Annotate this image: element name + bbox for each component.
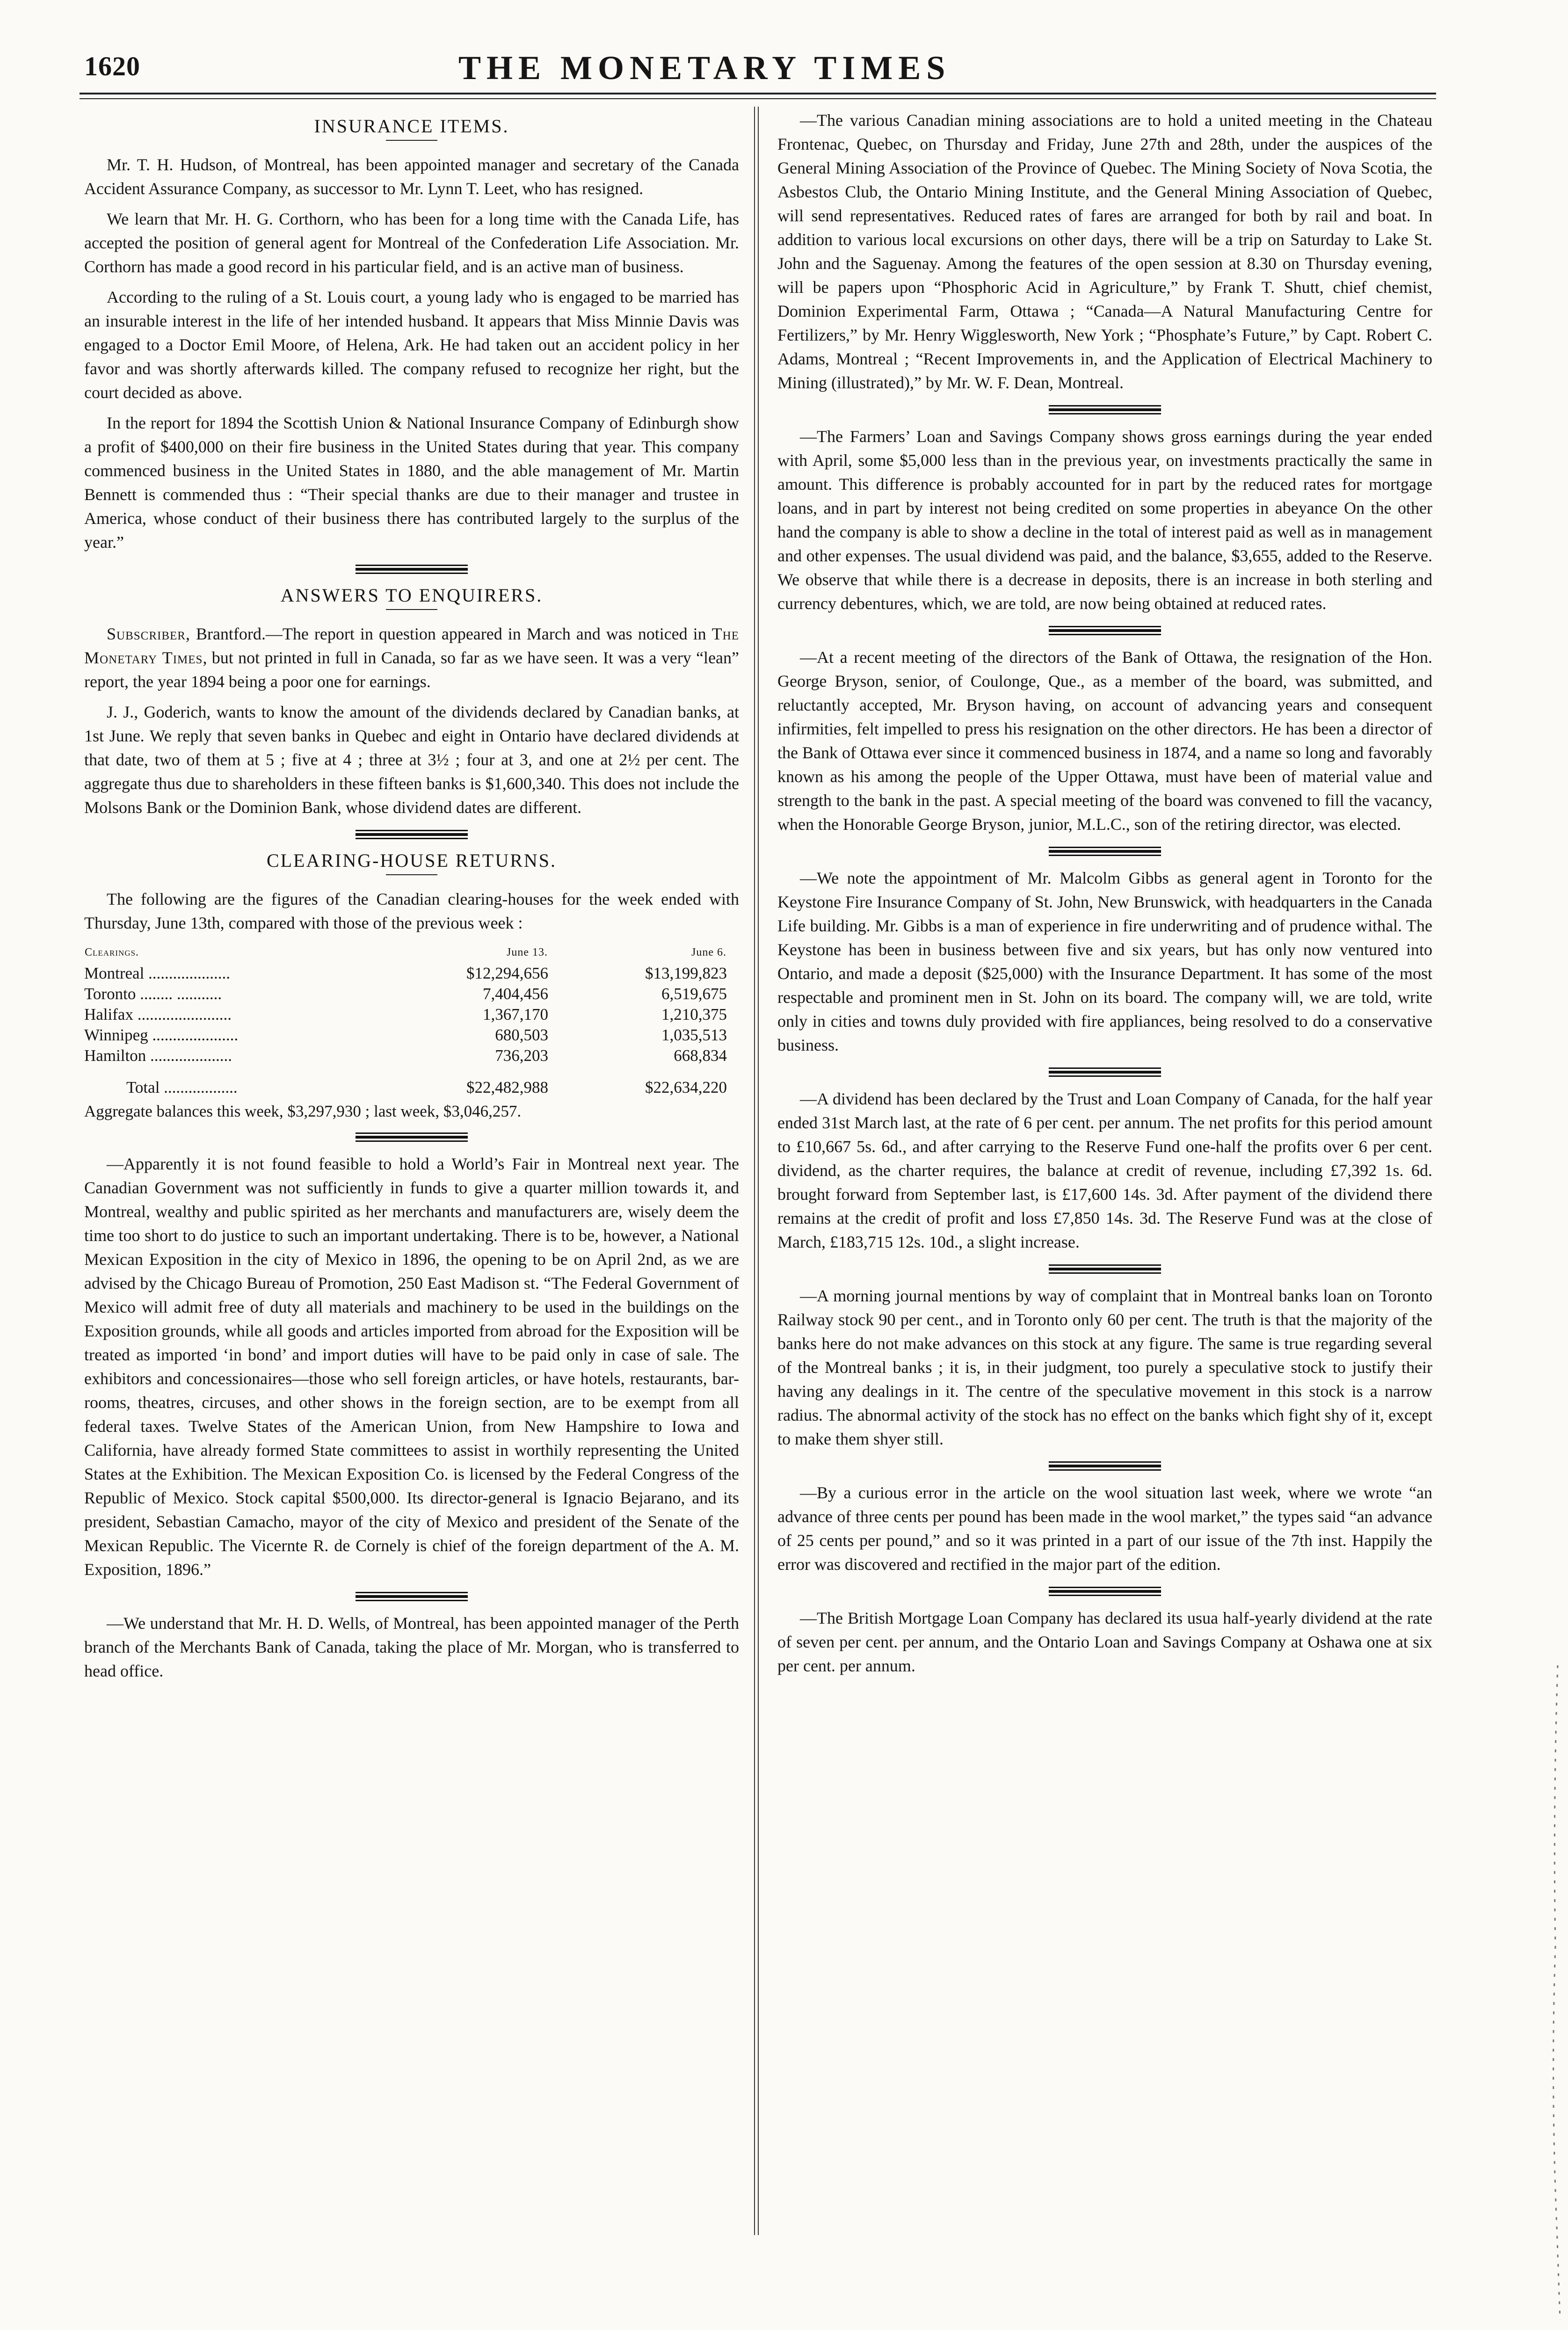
section-divider: [1049, 626, 1161, 635]
city-name: Montreal ....................: [84, 964, 231, 982]
clearing-table: [84, 942, 727, 1098]
farmers-loan-article: —The Farmers’ Loan and Savings Company shows gross earnings during the year ended with April, some $5,000 less than in the previous year, on investments practically the same in amount. This difference is probably accounted for in part by the reduced rates for mortgage loans, and in part by interest not being credited on some properties in abeyance On the other hand the company is able to show a decline in the total of interest paid as well as in management and other expenses. The usual dividend was paid, and the balance, $3,655, added to the Reserve. We observe that while there is a decrease in deposits, there is an increase in both sterling and currency debentures, which, we are told, are now being obtained at reduced rates.: [777, 427, 1432, 613]
total-june13: $22,482,988: [466, 1078, 548, 1096]
section-divider: [1049, 1461, 1161, 1471]
section-divider: [1049, 847, 1161, 856]
wells-article: —We understand that Mr. H. D. Wells, of Montreal, has been appointed manager of the Perth branch of the Merchants Bank of Canada, taking the place of Mr. Morgan, who is transferred to head office.: [84, 1614, 739, 1680]
answer-text: , but not printed in full in Canada, so far as we have seen. It was a very “lean” report, the year 1894 being a poor one for earnings.: [84, 648, 739, 691]
total-june6: $22,634,220: [645, 1078, 727, 1096]
mining-associations-article: —The various Canadian mining associations are to hold a united meeting in the Chateau Frontenac, Quebec, on Thursday and Friday, June 27th and 28th, under the auspices of the General Mining Association of the Province of Quebec. The Mining Society of Nova Scotia, the Asbestos Club, the Ontario Mining Institute, and the General Mining Association of Quebec, will send representatives. Reduced rates of fares are arranged for both by rail and boat. In addition to various local excursions on other days, there will be a trip on Saturday to Lake St. John and the Saguenay. Among the features of the open session at 8.30 on Thursday evening, will be papers upon “Phosphoric Acid in Agriculture,” by Frank T. Shutt, chief chemist, Dominion Experimental Farm, Ottawa ; “Canada—A Natural Manufacturing Centre for Fertilizers,” by Mr. Henry Wigglesworth, New York ; “Phosphate’s Future,” by Capt. Robert C. Adams, Montreal ; “Recent Improvements in, and the Application of Electrical Machinery to Mining (illustrated),” by Mr. W. F. Dean, Montreal.: [777, 111, 1432, 392]
header-rule-thin: [80, 98, 1436, 99]
section-divider: [1049, 405, 1161, 414]
wool-error-article: —By a curious error in the article on the wool situation last week, where we wrote “an advance of three cents per pound has been made in the wool market,” the types said “an advance of 25 cents per pound,” and so it was printed in a part of our issue of the 7th inst. Happily the error was discovered and rectified in the major part of the edition.: [777, 1483, 1432, 1574]
table-row: [84, 984, 727, 1004]
table-row: [84, 963, 727, 984]
answer-goderich: J. J., Goderich, wants to know the amount of the dividends declared by Canadian banks, at 1st June. We reply that seven banks in Quebec and eight in Ontario have declared dividends at that date, two of them at 5 ; five at 4 ; three at 3½ ; four at 3, and one at 2½ per cent. The aggregate thus due to shareholders in these fifteen banks is $1,600,340. This does not include the Molsons Bank or the Dominion Bank, whose dividend dates are different.: [84, 703, 739, 817]
answer-subscriber: [84, 622, 739, 694]
answer-text: Brantford.—The report in question appeared in March and was noticed in: [190, 624, 712, 643]
heading-rule: [386, 874, 437, 875]
article-paragraph: According to the ruling of a St. Louis court, a young lady who is engaged to be married has an insurable interest in the life of her intended husband. It appears that Miss Minnie Davis was engaged to a Doctor Emil Moore, of Helena, Ark. He had taken out an accident policy in her favor and was shortly afterwards killed. The company refused to recognize her right, but the court decided as above.: [84, 288, 739, 402]
table-row: [84, 1025, 727, 1045]
article-paragraph: In the report for 1894 the Scottish Union & National Insurance Company of Edinburgh show a profit of $400,000 on their fire business in the United States during that year. This company commenced business in the United States in 1880, and the able management of Mr. Martin Bennett is commended thus : “Their special thanks are due to their manager and trustee in America, whose conduct of their business there has contributed largely to the surplus of the year.”: [84, 414, 739, 552]
section-divider: [356, 565, 468, 574]
value-june6: $13,199,823: [645, 964, 727, 982]
value-june6: 668,834: [674, 1046, 727, 1065]
keystone-fire-article: —We note the appointment of Mr. Malcolm Gibbs as general agent in Toronto for the Keystone Fire Insurance Company of St. John, New Brunswick, with headquarters in the Canada Life building. Mr. Gibbs is a man of experience in fire underwriting and of prudence withal. The Keystone has been in business between five and six years, but has only now ventured into Ontario, and made a deposit ($25,000) with the Insurance Department. It has some of the most respectable and prominent men in St. John on its board. The company will, we are told, write only in cities and towns duly provided with fire appliances, being resolved to do a conservative business.: [777, 869, 1432, 1054]
clearing-intro: The following are the figures of the Canadian clearing-houses for the week ended with Thursday, June 13th, compared with those of the previous week :: [84, 890, 739, 932]
col-june6: June 6.: [691, 946, 726, 958]
header-rule: [80, 93, 1436, 94]
heading-rule: [386, 609, 437, 610]
clearings-label: Clearings.: [85, 946, 139, 958]
insurance-items-heading: INSURANCE ITEMS.: [314, 116, 509, 137]
heading-rule: [386, 140, 437, 141]
city-name: Hamilton ....................: [84, 1046, 232, 1065]
value-june13: 1,367,170: [483, 1005, 548, 1023]
worlds-fair-article: —Apparently it is not found feasible to hold a World’s Fair in Montreal next year. The Canadian Government was not sufficiently in funds to give a quarter million towards it, and Montreal, wealthy and public spirited as her merchants and manufacturers are, wisely deem the time too short to do justice to such an important undertaking. There is to be, however, a National Mexican Exposition in the city of Mexico in 1896, the opening to be on April 2nd, as we are advised by the Chicago Bureau of Promotion, 250 East Madison st. “The Federal Government of Mexico will admit free of duty all materials and machinery to be used in the buildings on the Exposition grounds, while all goods and articles imported from abroad for the Exposition will be treated as imported ‘in bond’ and import duties will have to be paid only in case of sale. The exhibitors and concessionaires—those who sell foreign articles, or have hotels, restaurants, bar-rooms, theatres, circuses, and other shows in the foreign section, are to be exempt from all federal taxes. Twelve States of the American Union, from New Hampshire to Iowa and California, have already formed State committees to assist in worthily representing the United States at the Exhibition. The Mexican Exposition Co. is licensed by the Federal Congress of the Republic of Mexico. Stock capital $500,000. Its director-general is Ignacio Bejarano, and its president, Sebastian Camacho, mayor of the city of Mexico and president of the Senate of the Mexican Republic. The Vicernte R. de Cornely is chief of the foreign department of the A. M. Exposition, 1896.”: [84, 1154, 739, 1579]
total-label: Total ..................: [126, 1078, 238, 1096]
value-june6: 1,210,375: [661, 1005, 727, 1023]
bank-of-ottawa-article: —At a recent meeting of the directors of the Bank of Ottawa, the resignation of the Hon. George Bryson, senior, of Coulonge, Que., as a member of the board, was submitted, and reluctantly accepted, Mr. Bryson having, on account of advancing years and consequent infirmities, felt impelled to press his resignation on the other directors. He has been a director of the Bank of Ottawa ever since it commenced business in 1874, and a name so long and favorably known as his among the people of the Upper Ottawa, must have been of material value and strength to the bank in the past. A special meeting of the board was convened to fill the vacancy, when the Honorable George Bryson, junior, M.L.C., son of the retiring director, was elected.: [777, 648, 1432, 834]
article-paragraph: Mr. T. H. Hudson, of Montreal, has been appointed manager and secretary of the Canada Accident Assurance Company, as successor to Mr. Lynn T. Leet, who has resigned.: [84, 155, 739, 198]
value-june13: 680,503: [495, 1026, 548, 1044]
section-divider: [356, 830, 468, 839]
clearing-house-heading: CLEARING-HOUSE RETURNS.: [266, 850, 557, 871]
value-june6: 6,519,675: [661, 985, 727, 1003]
masthead-title: THE MONETARY TIMES: [458, 49, 951, 87]
section-divider: [356, 1132, 468, 1142]
section-divider: [356, 1592, 468, 1601]
right-column: [777, 109, 1432, 1684]
trust-and-loan-article: —A dividend has been declared by the Trust and Loan Company of Canada, for the half year ended 31st March last, at the rate of 6 per cent. per annum. The net profits for this period amount to £10,667 5s. 6d., and after carrying to the Reserve Fund one-half the profits over 6 per cent. dividend, as the charter requires, the balance at credit of revenue, including £7,392 1s. 6d. brought forward from September last, is £17,600 14s. 3d. After payment of the dividend there remains at the credit of profit and loss £7,850 14s. 3d. The Reserve Fund was at the close of March, £183,715 12s. 10d., a slight increase.: [777, 1089, 1432, 1251]
value-june13: 736,203: [495, 1046, 548, 1065]
aggregate-balances: Aggregate balances this week, $3,297,930 ; last week, $3,046,257.: [84, 1102, 522, 1120]
col-june13: June 13.: [507, 946, 548, 958]
city-name: Toronto ........ ...........: [84, 985, 222, 1003]
page-number: 1620: [84, 51, 140, 81]
table-row: [84, 1045, 727, 1066]
city-name: Halifax .......................: [84, 1005, 232, 1023]
clearing-header-row: [84, 942, 727, 963]
answers-heading: ANSWERS TO ENQUIRERS.: [280, 585, 543, 606]
total-row: [84, 1066, 727, 1098]
city-name: Winnipeg .....................: [84, 1026, 239, 1044]
subscriber-label: Subscriber,: [107, 624, 190, 643]
toronto-railway-article: —A morning journal mentions by way of complaint that in Montreal banks loan on Toronto Railway stock 90 per cent., and in Toronto only 60 per cent. The truth is that the majority of the banks here do not make advances on this stock at any figure. The same is true regarding several of the Montreal banks ; it is, in their judgment, too purely a speculative stock to justify their having any dealings in it. The centre of the speculative movement in this stock is a narrow radius. The abnormal activity of the stock has no effect on the banks which fight shy of it, except to make them shyer still.: [777, 1286, 1432, 1448]
british-mortgage-article: —The British Mortgage Loan Company has declared its usua half-yearly dividend at the rate of seven per cent. per annum, and the Ontario Loan and Savings Company at Oshawa one at six per cent. per annum.: [777, 1609, 1432, 1675]
value-june13: $12,294,656: [466, 964, 548, 982]
column-divider: [754, 107, 759, 2235]
article-paragraph: We learn that Mr. H. G. Corthorn, who has been for a long time with the Canada Life, has accepted the position of general agent for Montreal of the Confederation Life Association. Mr. Corthorn has made a good record in his particular field, and is an active man of business.: [84, 210, 739, 276]
left-column: [84, 109, 739, 1690]
section-divider: [1049, 1067, 1161, 1077]
section-divider: [1049, 1264, 1161, 1274]
value-june6: 1,035,513: [661, 1026, 727, 1044]
binding-edge-decoration: [1539, 1665, 1562, 2320]
section-divider: [1049, 1587, 1161, 1596]
publication-name: The Monetary Times: [84, 624, 739, 667]
table-row: [84, 1004, 727, 1025]
value-june13: 7,404,456: [483, 985, 548, 1003]
